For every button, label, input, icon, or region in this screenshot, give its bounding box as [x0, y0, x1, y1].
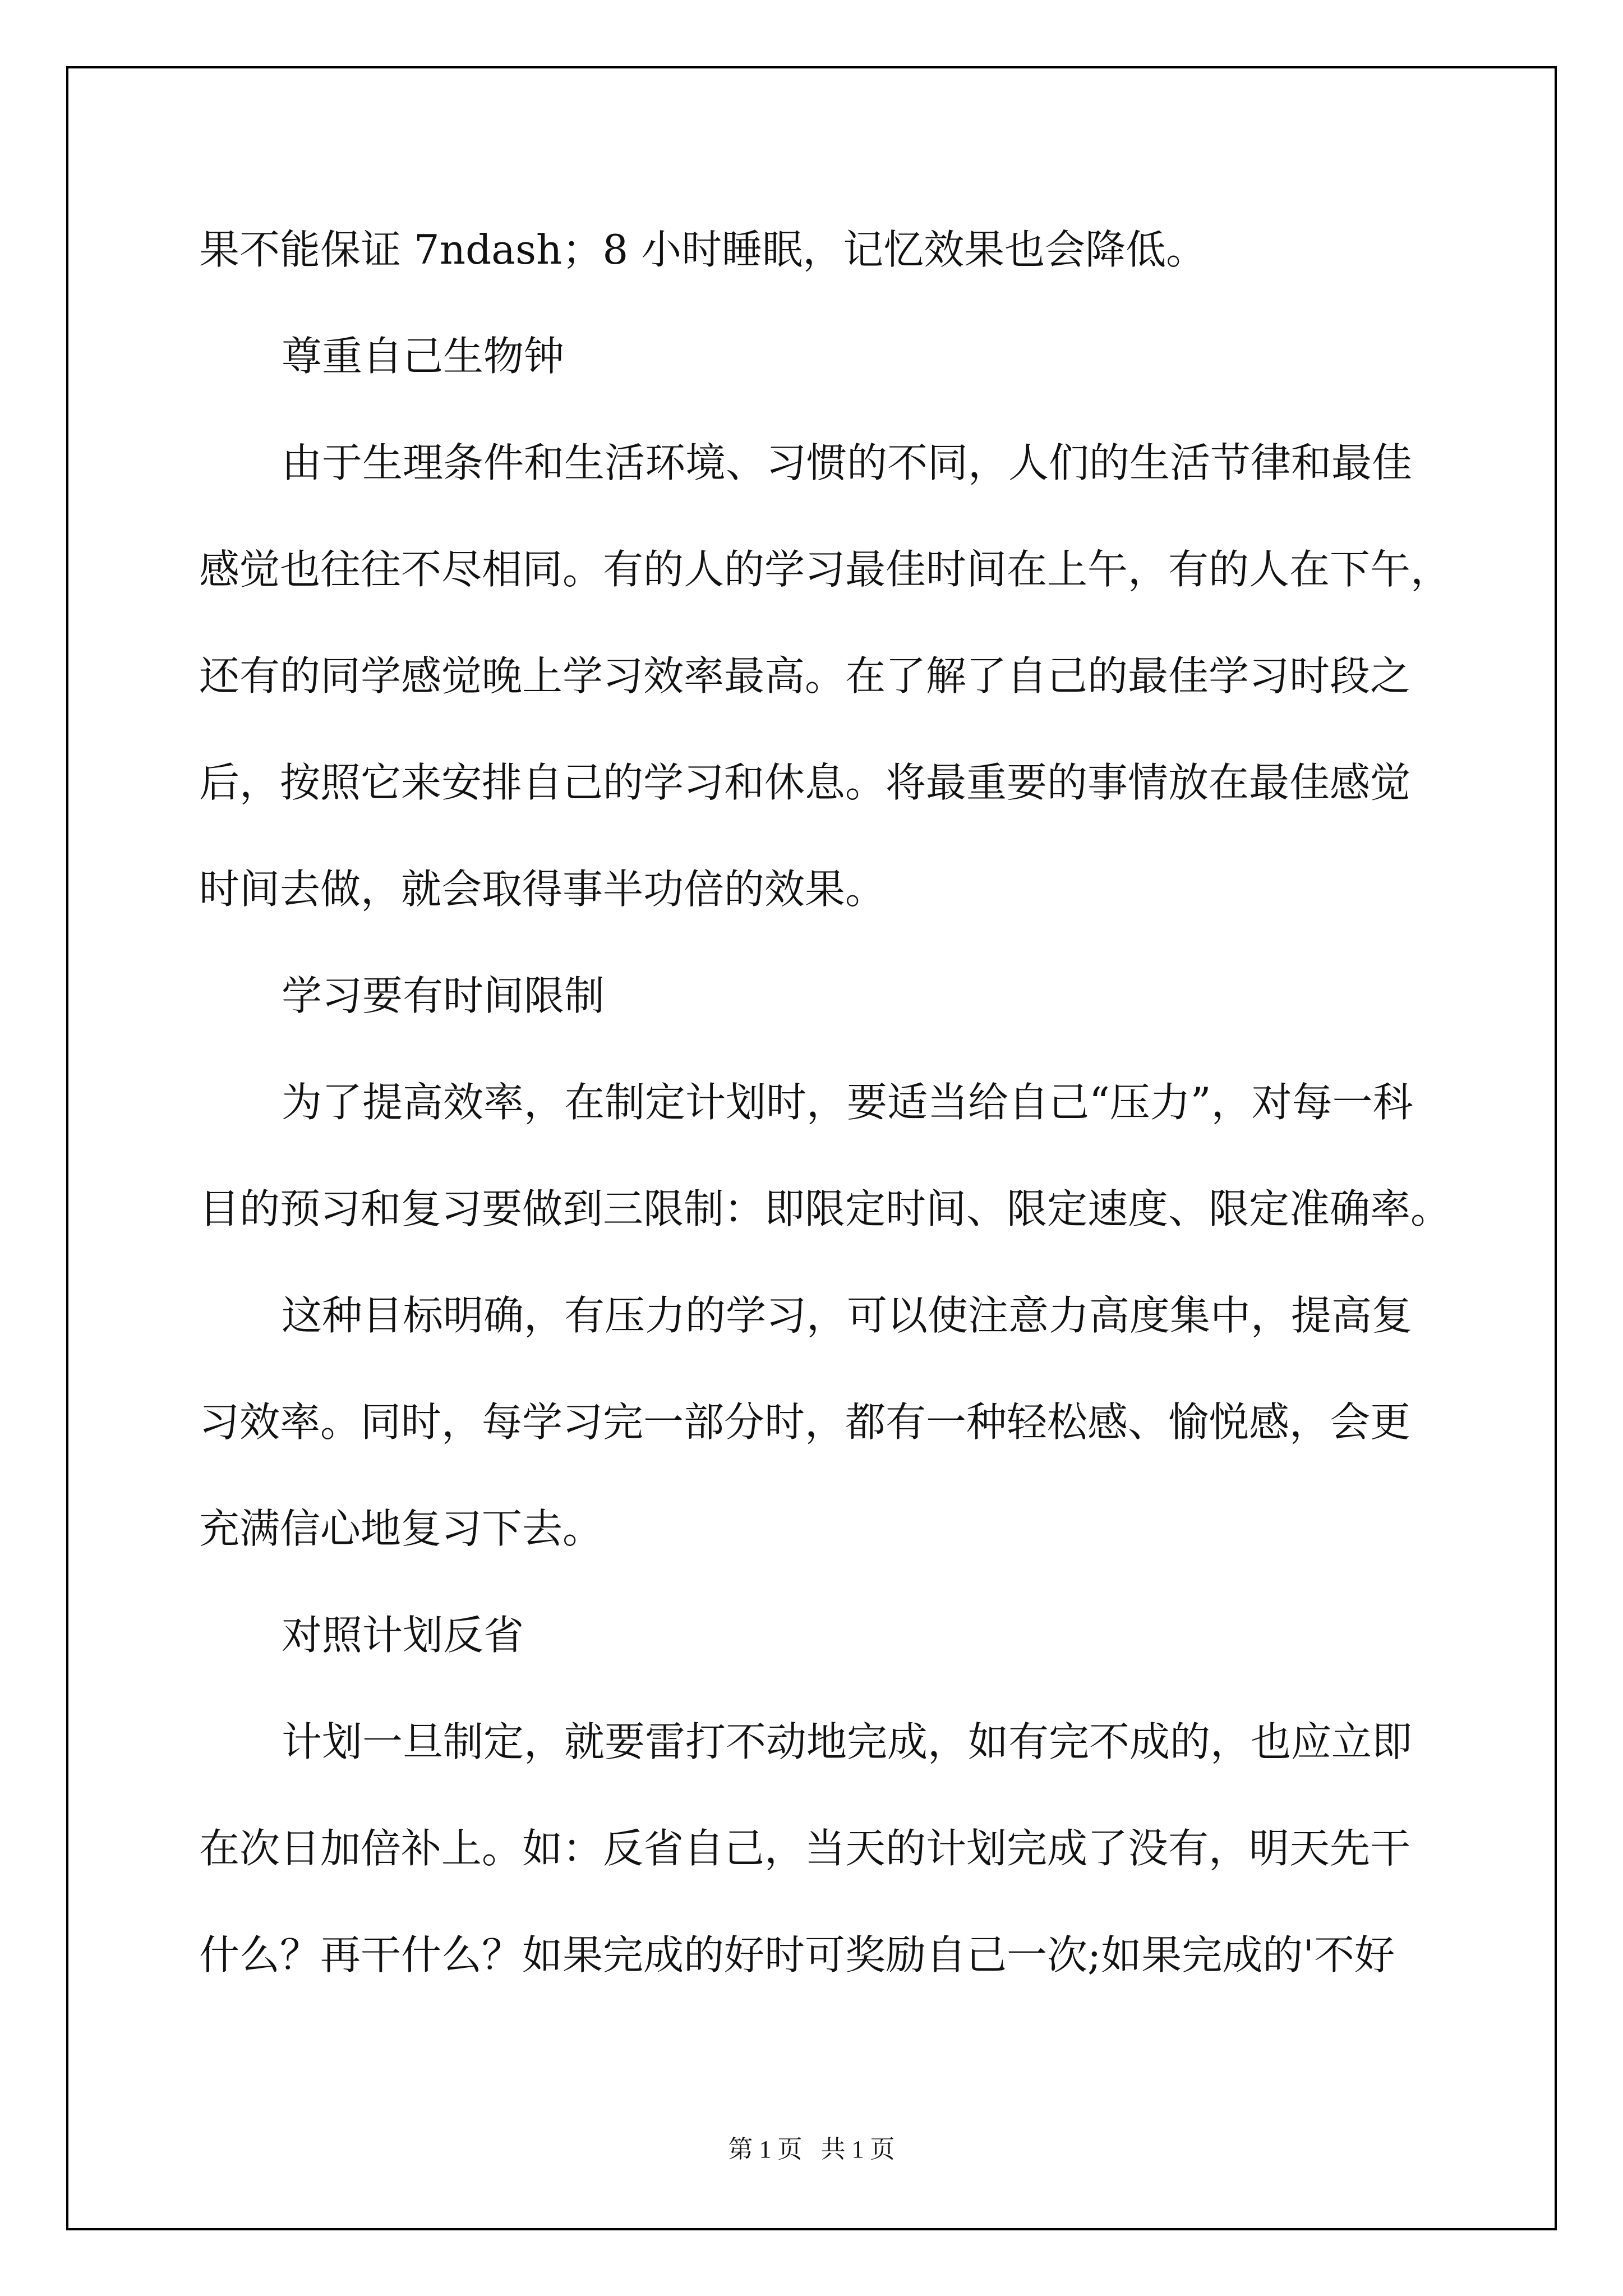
text-line: 果不能保证 7ndash；8 小时睡眠，记忆效果也会降低。 [199, 226, 1207, 273]
text-line: 习效率。同时，每学习完一部分时，都有一种轻松感、愉悦感，会更 [199, 1398, 1411, 1446]
text-line: 感觉也往往不尽相同。有的人的学习最佳时间在上午，有的人在下午， [199, 546, 1451, 593]
page-border [66, 66, 1557, 2230]
text-line: 充满信心地复习下去。 [199, 1505, 603, 1552]
text-line: 这种目标明确，有压力的学习，可以使注意力高度集中，提高复 [282, 1292, 1413, 1339]
section-heading: 学习要有时间限制 [282, 972, 605, 1019]
text-line: 在次日加倍补上。如：反省自己，当天的计划完成了没有，明天先干 [199, 1825, 1411, 1872]
section-heading: 对照计划反省 [282, 1612, 524, 1659]
text-line: 什么？再干什么？如果完成的好时可奖励自己一次;如果完成的'不好 [199, 1931, 1395, 1978]
text-line: 为了提高效率，在制定计划时，要适当给自己“压力”，对每一科 [282, 1079, 1413, 1126]
text-line: 由于生理条件和生活环境、习惯的不同，人们的生活节律和最佳 [282, 439, 1413, 486]
page-number-footer: 第 1 页 共 1 页 [728, 2136, 895, 2163]
text-line: 计划一旦制定，就要雷打不动地完成，如有完不成的，也应立即 [282, 1718, 1413, 1765]
text-line: 目的预习和复习要做到三限制：即限定时间、限定速度、限定准确率。 [199, 1185, 1451, 1232]
text-line: 后，按照它来安排自己的学习和休息。将最重要的事情放在最佳感觉 [199, 759, 1411, 806]
section-heading: 尊重自己生物钟 [282, 333, 565, 380]
text-line: 时间去做，就会取得事半功倍的效果。 [199, 866, 886, 913]
text-line: 还有的同学感觉晚上学习效率最高。在了解了自己的最佳学习时段之 [199, 652, 1411, 700]
